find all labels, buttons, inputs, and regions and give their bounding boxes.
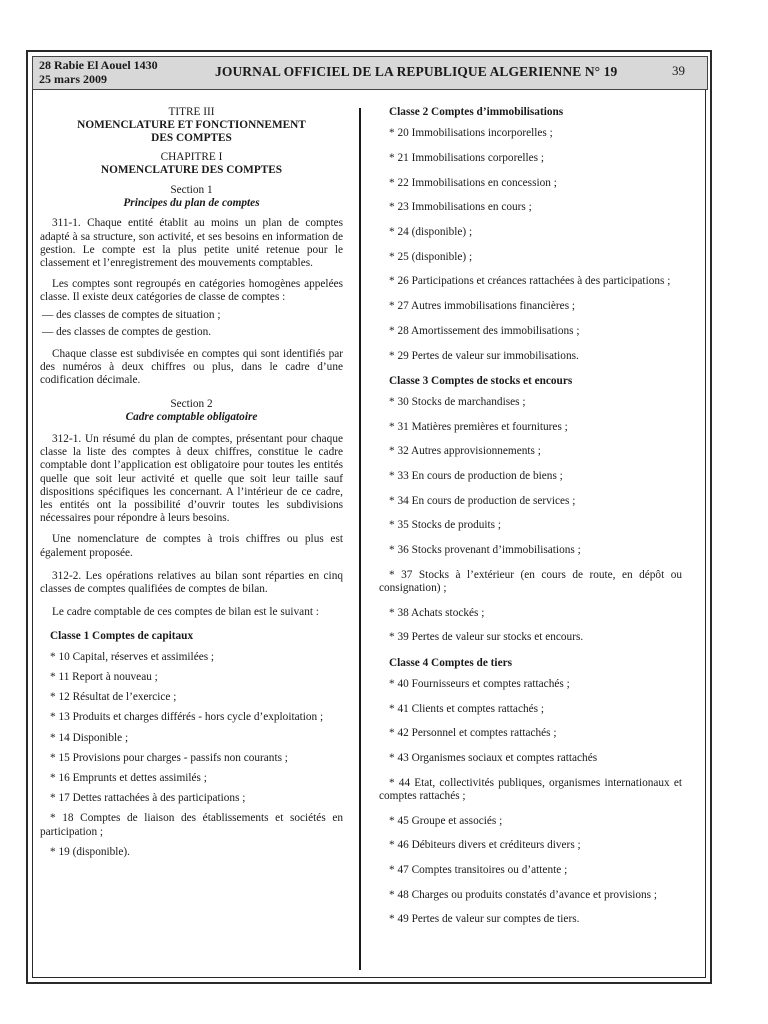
class-3-item: * 36 Stocks provenant d’immobilisations ; <box>389 544 581 557</box>
class-2-item: * 20 Immobilisations incorporelles ; <box>389 127 553 140</box>
class-2-item: * 27 Autres immobilisations financières ; <box>389 300 576 313</box>
class-1-item: * 13 Produits et charges différés - hors cycle d’exploitation ; <box>50 711 324 724</box>
chapitre-name: NOMENCLATURE DES COMPTES <box>100 163 283 176</box>
class-3-item: * 38 Achats stockés ; <box>389 606 485 619</box>
paragraph-312-2: 312-2. Les opérations relatives au bilan sont réparties en cinq classes de comptes qualifiées de comptes de bilan. <box>40 569 343 596</box>
class-4-item: * 49 Pertes de valeur sur comptes de tiers. <box>389 913 580 926</box>
class-2-item: * 28 Amortissement des immobilisations ; <box>389 324 580 337</box>
class-1-item: * 11 Report à nouveau ; <box>50 670 158 683</box>
section-1-title: Principes du plan de comptes <box>123 197 260 210</box>
class-1-item: * 15 Provisions pour charges - passifs non courants ; <box>50 751 288 764</box>
class-3-item: * 35 Stocks de produits ; <box>389 519 502 532</box>
class-4-item: * 44 Etat, collectivités publiques, organismes internationaux et comptes rattachés ; <box>379 776 682 802</box>
class-2-title: Classe 2 Comptes d’immobilisations <box>389 106 564 118</box>
class-2-item: * 25 (disponible) ; <box>389 250 473 263</box>
class-1-item: * 14 Disponible ; <box>50 731 129 744</box>
class-3-item: * 34 En cours de production de services ; <box>389 494 576 507</box>
class-3-title: Classe 3 Comptes de stocks et encours <box>389 374 573 387</box>
class-1-title: Classe 1 Comptes de capitaux <box>50 629 194 642</box>
class-2-item: * 21 Immobilisations corporelles ; <box>389 151 544 164</box>
class-3-item: * 31 Matières premières et fournitures ; <box>389 420 568 433</box>
class-1-item: * 16 Emprunts et dettes assimilés ; <box>50 771 207 784</box>
class-4-item: * 48 Charges ou produits constatés d’avance et provisions ; <box>389 888 658 901</box>
titre-name-line-1: NOMENCLATURE ET FONCTIONNEMENT <box>77 119 306 132</box>
column-divider <box>359 108 361 970</box>
left-column <box>40 106 343 859</box>
class-3-item: * 37 Stocks à l’extérieur (en cours de route, en dépôt ou consignation) ; <box>379 568 682 595</box>
dash-item-situation: — des classes de comptes de situation ; <box>42 308 221 321</box>
class-3-item: * 30 Stocks de marchandises ; <box>389 395 526 408</box>
class-1-item: * 18 Comptes de liaison des établissements et sociétés en participation ; <box>40 812 343 838</box>
class-4-item: * 46 Débiteurs divers et créditeurs divers ; <box>389 839 581 852</box>
class-4-title: Classe 4 Comptes de tiers <box>389 656 512 669</box>
class-4-item: * 43 Organismes sociaux et comptes rattachés <box>389 751 598 764</box>
header-date <box>39 58 158 86</box>
class-2-item: * 26 Participations et créances rattachées à des participations ; <box>389 275 671 288</box>
class-3-item: * 33 En cours de production de biens ; <box>389 470 563 483</box>
class-4-item: * 47 Comptes transitoires ou d’attente ; <box>389 864 568 876</box>
journal-title: JOURNAL OFFICIEL DE LA REPUBLIQUE ALGERIENNE N° 19 <box>215 64 618 79</box>
class-4-item: * 40 Fournisseurs et comptes rattachés ; <box>389 677 570 690</box>
class-2-item: * 29 Pertes de valeur sur immobilisations. <box>389 349 579 362</box>
paragraph-subdivision: Chaque classe est subdivisée en comptes qui sont identifiés par des numéros à deux chiffres ou plus, dans le cadre d’une codification décimale. <box>40 348 343 387</box>
class-4-item: * 45 Groupe et associés ; <box>389 814 503 827</box>
class-1-item: * 17 Dettes rattachées à des participations ; <box>50 792 246 805</box>
paragraph-cadre: Le cadre comptable de ces comptes de bilan est le suivant : <box>52 606 319 619</box>
class-1-item: * 12 Résultat de l’exercice ; <box>50 691 177 704</box>
section-2-heading: Section 2 <box>170 397 213 410</box>
class-3-item: * 39 Pertes de valeur sur stocks et encours. <box>389 631 584 644</box>
page-header <box>32 56 708 90</box>
class-2-item: * 23 Immobilisations en cours ; <box>389 201 532 214</box>
section-1-heading: Section 1 <box>170 184 213 197</box>
paragraph-nomenclature: Une nomenclature de comptes à trois chiffres ou plus est également proposée. <box>40 533 343 559</box>
class-4-item: * 42 Personnel et comptes rattachés ; <box>389 727 557 740</box>
header-date-gregorian: 25 mars 2009 <box>39 72 107 86</box>
header-date-hijri: 28 Rabie El Aouel 1430 <box>39 58 158 72</box>
class-4-item: * 41 Clients et comptes rattachés ; <box>389 702 544 715</box>
class-2-item: * 22 Immobilisations en concession ; <box>389 176 557 189</box>
class-2-item: * 24 (disponible) ; <box>389 226 473 239</box>
class-1-item: * 19 (disponible). <box>50 845 131 858</box>
paragraph-312-1: 312-1. Un résumé du plan de comptes, présentant pour chaque classe la liste des comptes à deux chiffres, constitue le cadre comptable dont l’application est obligatoire pour toutes les entités quelle que soit leur activité et quelle que soit leur taille sauf dispositions spécifiques les concernant. A l’intérieur de ce cadre, les entités ont la possibilité d’ouvrir toutes les subdivisions nécessaires pour répondre à leurs besoins. <box>40 433 343 525</box>
right-column <box>379 106 682 927</box>
paragraph-classes: Les comptes sont regroupés en catégories homogènes appelées classe. Il existe deux catégories de classe de comptes : <box>40 278 343 304</box>
page-number: 39 <box>672 63 685 78</box>
titre-name-line-2: DES COMPTES <box>151 132 232 145</box>
class-3-item: * 32 Autres approvisionnements ; <box>389 445 541 458</box>
section-2-title: Cadre comptable obligatoire <box>125 410 258 423</box>
titre-heading: TITRE III <box>168 106 215 118</box>
dash-item-gestion: — des classes de comptes de gestion. <box>42 325 212 338</box>
paragraph-311-1: 311-1. Chaque entité établit au moins un plan de comptes adapté à sa structure, son activité, et ses besoins en information de gestion. Le compte est la plus petite unité retenue pour le classement et l’enregistrement des mouvements comptables. <box>40 217 343 270</box>
class-1-item: * 10 Capital, réserves et assimilées ; <box>50 650 215 663</box>
chapitre-heading: CHAPITRE I <box>160 150 223 163</box>
